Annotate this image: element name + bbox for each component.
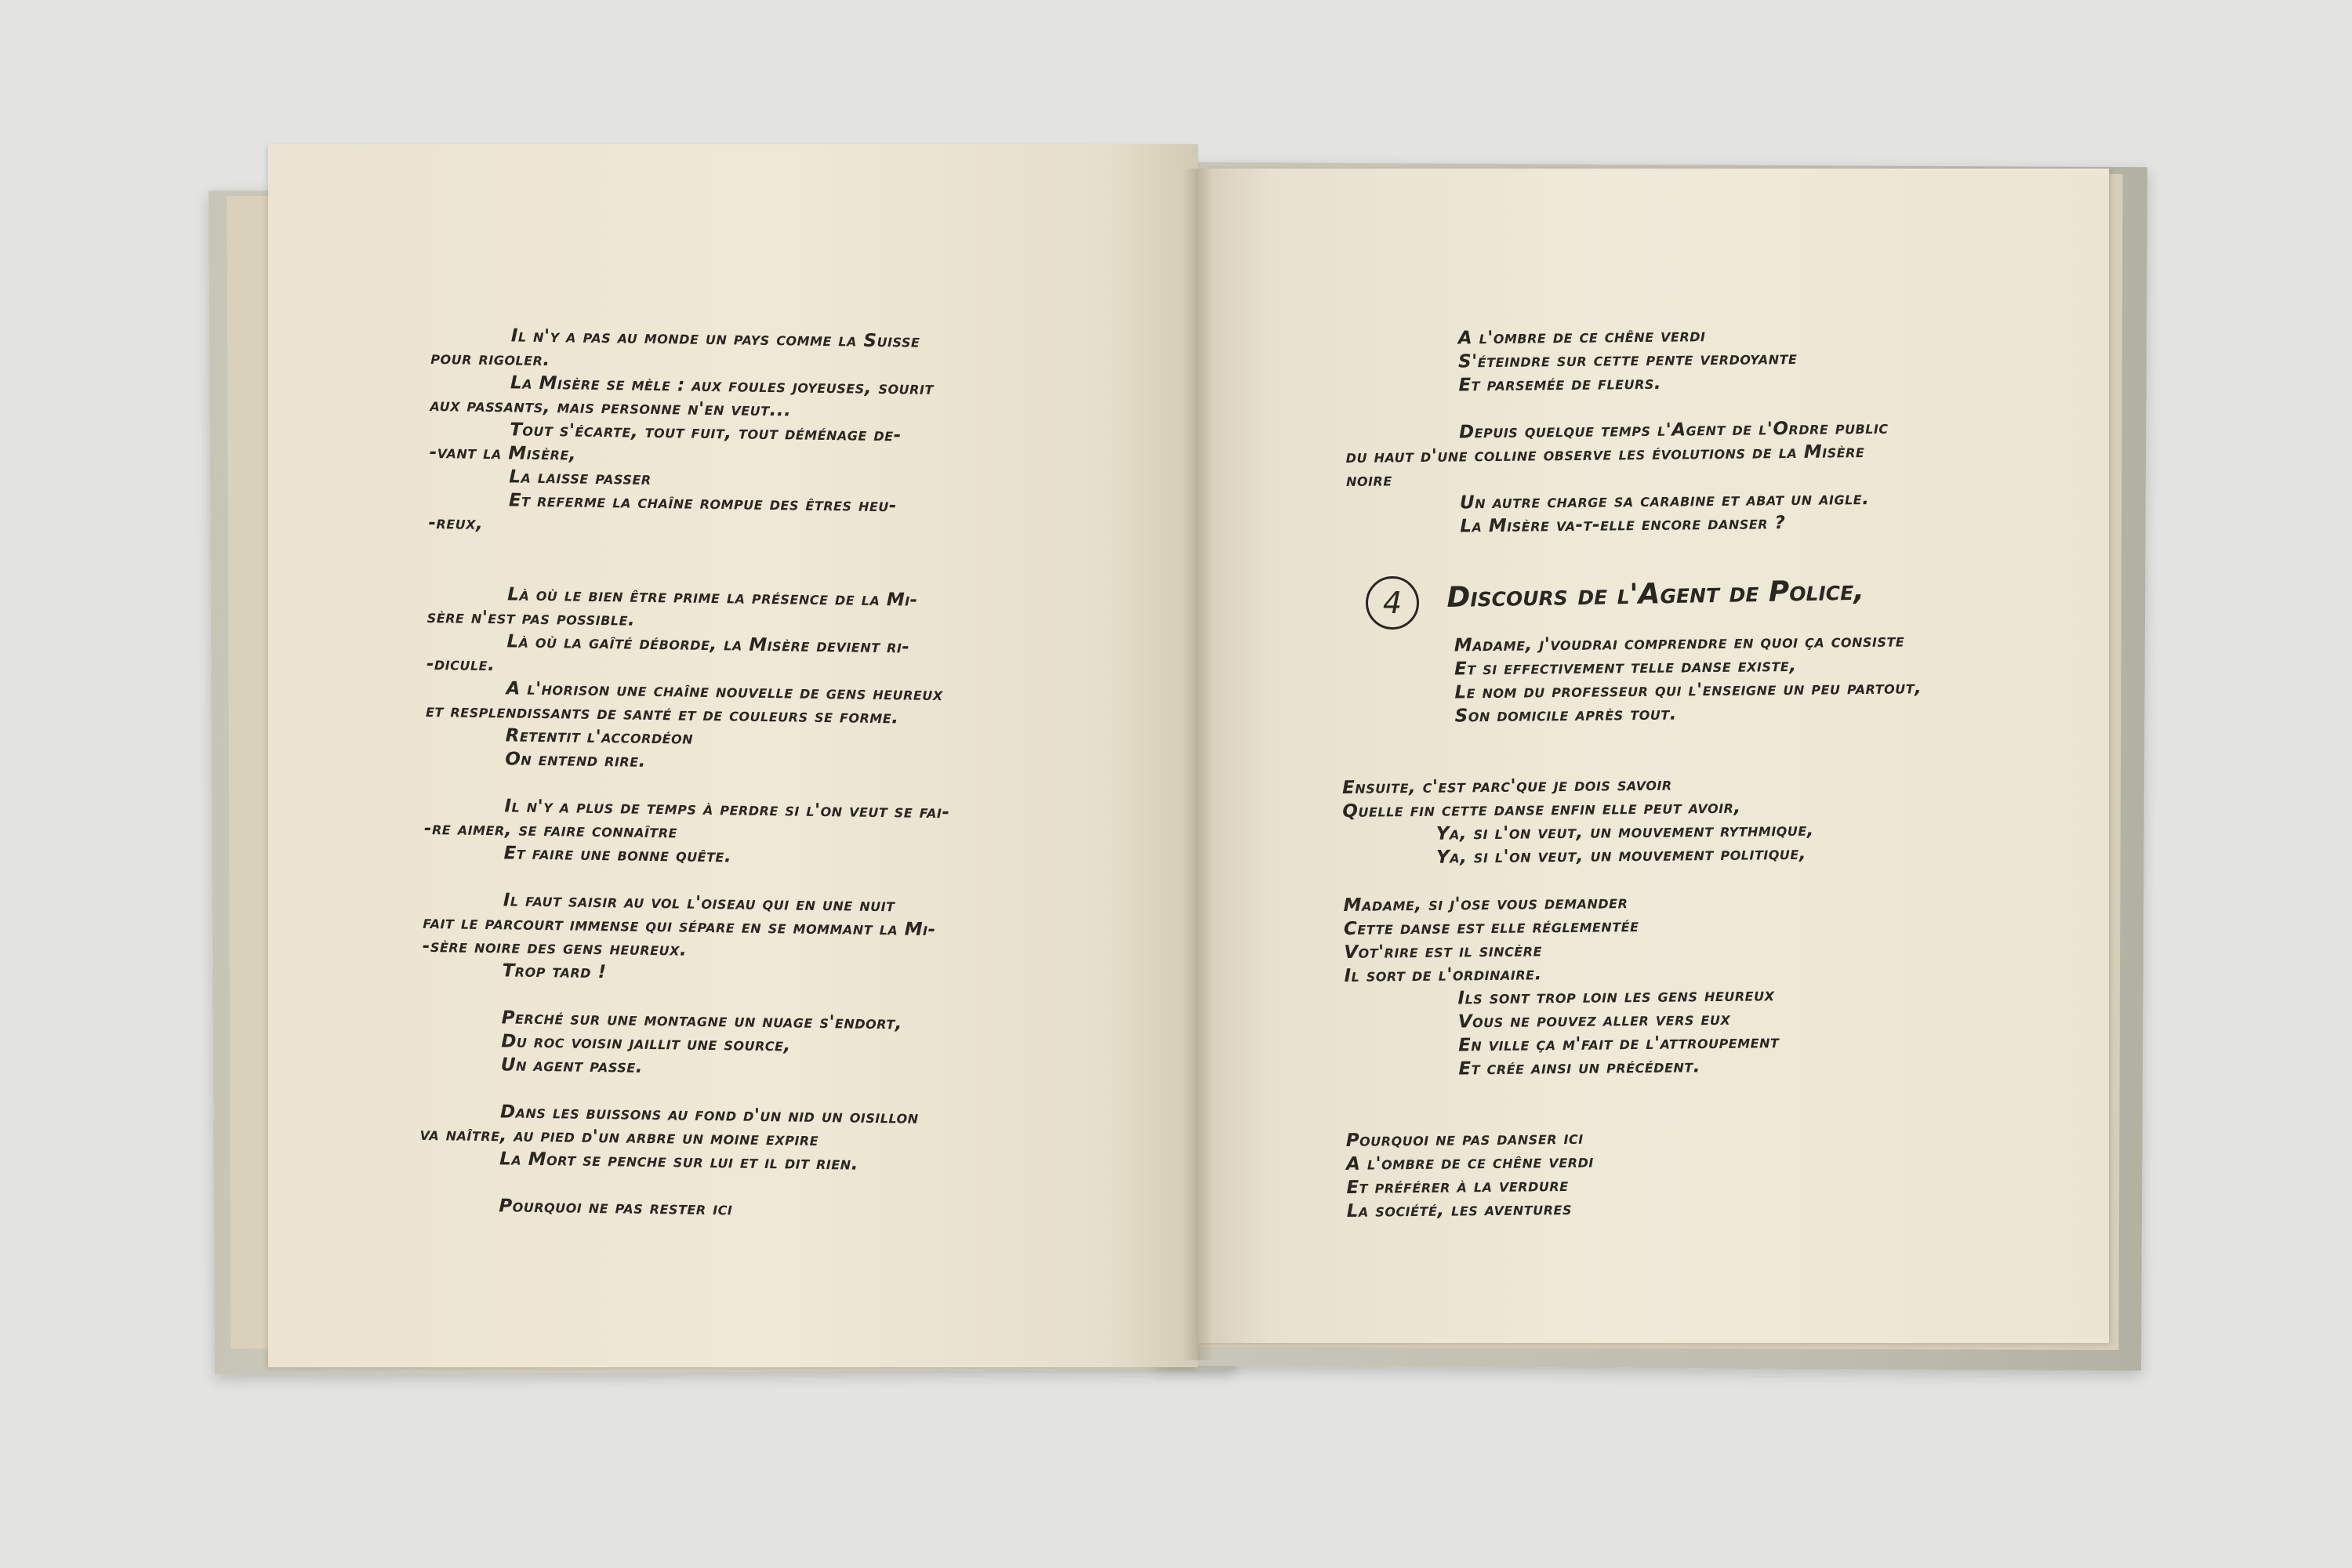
right-page-text-bottom: Madame, j'voudrai comprendre en quoi ça consiste Et si effectivement telle danse existe, Le nom du professeur qui l'enseigne un peu partout, Son domicile après tout. Ensuite, c'est parc'que je dois savoir Quelle fin cette danse enfin elle peut avoir, Ya, si l'on veut, un mouvement rythmique, Ya, si l'on veut, un mouvement politique, Madame, si j'ose vous demander Cette danse est elle réglementée Vot'rire est il sincère Il sort de l'ordinaire. Ils sont trop loin les gens heureux Vous ne pouvez aller vers eux En ville ça m'fait de l'attroupement Et crée ainsi un précédent. Pourquoi ne pas danser ici A l'ombre de ce chêne verdi Et préférer à la verdure La société, les aventures [1341, 630, 1922, 1221]
section-heading: Discours de l'Agent de Police, [1446, 574, 1865, 614]
left-page-text: Il n'y a pas au monde un pays comme la Suisse pour rigoler. La Misère se mèle : aux foules joyeuses, sourit aux passants, mais personne n'en veut... Tout s'écarte, tout fuit, tout déménage de- -vant la Misère, La laisse passer Et referme la chaîne rompue des êtres heu- -reux, Là où le bien être prime la présence de la Mi- sère n'est pas possible. Là où la gaîté déborde, la Misère devient ri- -dicule. A l'horison une chaîne nouvelle de gens heureux et resplendissants de santé et de couleurs se forme. Retentit l'accordéon On entend rire. Il n'y a plus de temps à perdre si l'on veut se fai- -re aimer, se faire connaître Et faire une bonne quête. Il faut saisir au vol l'oiseau qui en une nuit fait le parcourt immense qui sépare en se mommant la Mi- -sère noire des gens heureux. Trop tard ! Perché sur une montagne un nuage s'endort, Du roc voisin jaillit une source, Un agent passe. Dans les buissons au fond d'un nid un oisillon va naître, au pied d'un arbre un moine expire La Mort se penche sur lui et il dit rien. Pourquoi ne pas rester ici [419, 324, 950, 1220]
book-gutter [1182, 169, 1214, 1360]
right-page-text-top: A l'ombre de ce chêne verdi S'éteindre sur cette pente verdoyante Et parsemée de fleurs. Depuis quelque temps l'Agent de l'Ordre public du haut d'une colline observe les évolutions de la Misère noire Un autre charge sa carabine et abat un aigle. La Misère va-t-elle encore danser ? [1345, 325, 1889, 538]
section-number-circle: 4 [1366, 576, 1419, 630]
